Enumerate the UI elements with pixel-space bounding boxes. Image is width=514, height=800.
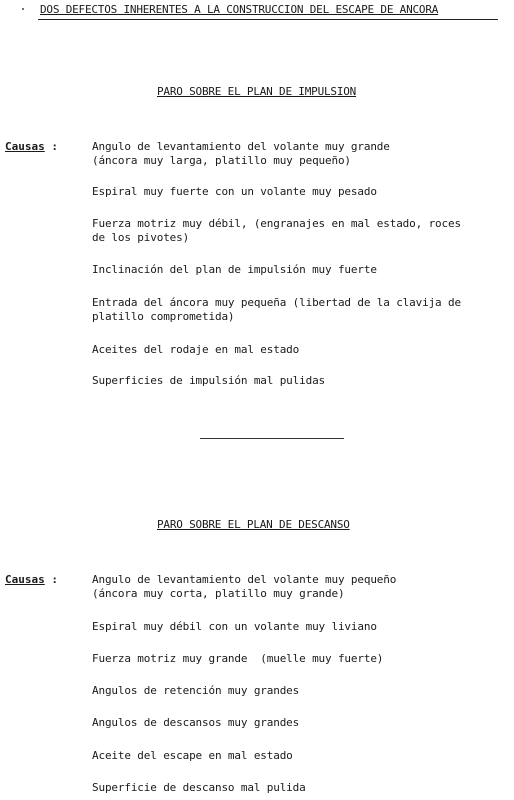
section-divider (200, 438, 344, 439)
title-rule (38, 19, 498, 20)
cause-item: Inclinación del plan de impulsión muy fuerte (92, 263, 377, 276)
causes-label (5, 140, 58, 154)
page-title: DOS DEFECTOS INHERENTES A LA CONSTRUCCION DEL ESCAPE DE ANCORA (40, 3, 439, 16)
cause-item: Entrada del áncora muy pequeña (libertad de la clavija de platillo comprometida) (92, 296, 461, 323)
causes-label-colon: : (51, 573, 58, 586)
cause-item: Angulos de descansos muy grandes (92, 716, 300, 729)
cause-item: Angulo de levantamiento del volante muy grande (áncora muy larga, platillo muy pequeño) (92, 140, 390, 167)
causes-label-colon: : (51, 140, 58, 153)
cause-item: Superficies de impulsión mal pulidas (92, 374, 326, 387)
cause-item: Fuerza motriz muy grande (muelle muy fuerte) (92, 652, 384, 665)
section-heading-descanso: PARO SOBRE EL PLAN DE DESCANSO (157, 518, 350, 531)
cause-item: Superficie de descanso mal pulida (92, 781, 306, 794)
cause-item: Aceites del rodaje en mal estado (92, 343, 300, 356)
causes-label (5, 573, 58, 587)
causes-label-text: Causas (5, 573, 45, 586)
margin-dot (22, 8, 24, 10)
causes-label-text: Causas (5, 140, 45, 153)
cause-item: Angulos de retención muy grandes (92, 684, 300, 697)
cause-item: Espiral muy fuerte con un volante muy pesado (92, 185, 377, 198)
cause-item: Espiral muy débil con un volante muy liviano (92, 620, 377, 633)
cause-item: Fuerza motriz muy débil, (engranajes en mal estado, roces de los pivotes) (92, 217, 461, 244)
section-heading-impulsion: PARO SOBRE EL PLAN DE IMPULSION (157, 85, 357, 98)
cause-item: Aceite del escape en mal estado (92, 749, 293, 762)
cause-item: Angulo de levantamiento del volante muy pequeño (áncora muy corta, platillo muy grande) (92, 573, 397, 600)
